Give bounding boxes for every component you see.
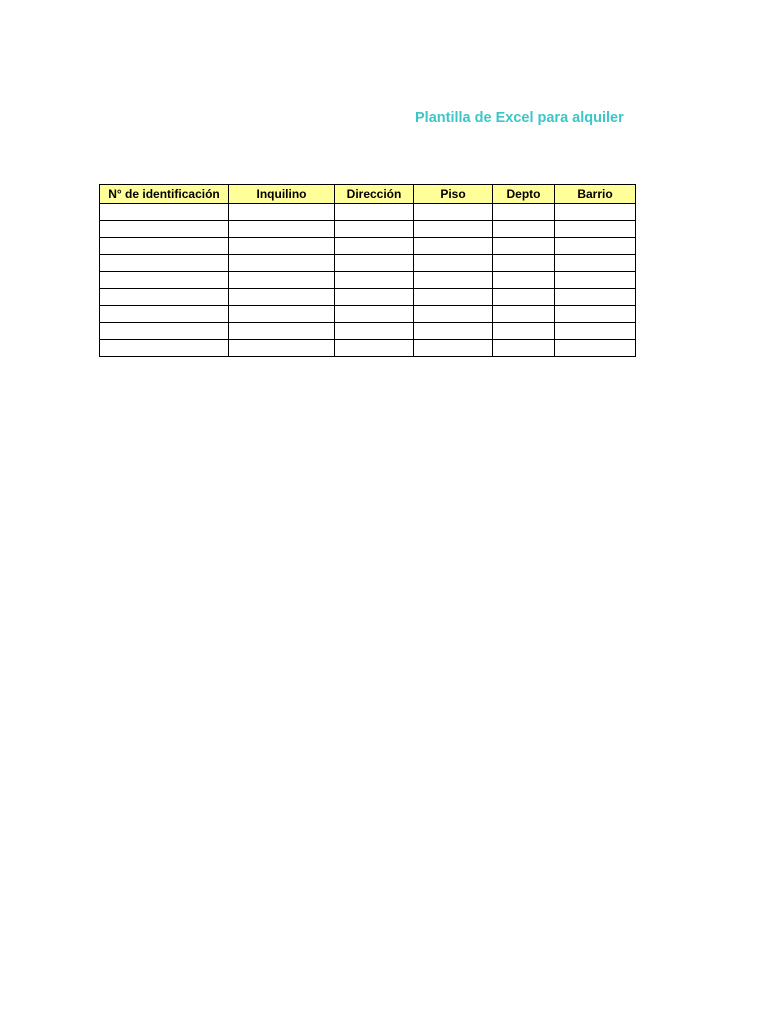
cell-neighborhood[interactable] xyxy=(555,340,636,357)
cell-floor[interactable] xyxy=(414,289,493,306)
cell-neighborhood[interactable] xyxy=(555,323,636,340)
cell-tenant[interactable] xyxy=(229,340,335,357)
header-row xyxy=(100,185,636,204)
cell-id[interactable] xyxy=(100,306,229,323)
cell-apartment[interactable] xyxy=(493,272,555,289)
cell-apartment[interactable] xyxy=(493,289,555,306)
cell-tenant[interactable] xyxy=(229,204,335,221)
header-cell-floor[interactable]: Piso xyxy=(414,185,493,204)
cell-floor[interactable] xyxy=(414,255,493,272)
cell-neighborhood[interactable] xyxy=(555,306,636,323)
cell-address[interactable] xyxy=(335,255,414,272)
table-row xyxy=(100,238,636,255)
title-container xyxy=(415,105,635,131)
cell-floor[interactable] xyxy=(414,238,493,255)
cell-apartment[interactable] xyxy=(493,238,555,255)
header-cell-apartment[interactable]: Depto xyxy=(493,185,555,204)
cell-id[interactable] xyxy=(100,255,229,272)
cell-floor[interactable] xyxy=(414,221,493,238)
cell-neighborhood[interactable] xyxy=(555,272,636,289)
table-row xyxy=(100,221,636,238)
cell-apartment[interactable] xyxy=(493,204,555,221)
cell-floor[interactable] xyxy=(414,340,493,357)
cell-floor[interactable] xyxy=(414,306,493,323)
cell-tenant[interactable] xyxy=(229,255,335,272)
cell-address[interactable] xyxy=(335,238,414,255)
cell-apartment[interactable] xyxy=(493,340,555,357)
header-cell-neighborhood[interactable]: Barrio xyxy=(555,185,636,204)
cell-address[interactable] xyxy=(335,221,414,238)
header-cell-address[interactable]: Dirección xyxy=(335,185,414,204)
cell-neighborhood[interactable] xyxy=(555,221,636,238)
cell-tenant[interactable] xyxy=(229,238,335,255)
cell-floor[interactable] xyxy=(414,204,493,221)
cell-id[interactable] xyxy=(100,289,229,306)
cell-apartment[interactable] xyxy=(493,221,555,238)
table-row xyxy=(100,255,636,272)
table-body xyxy=(100,204,636,357)
cell-apartment[interactable] xyxy=(493,255,555,272)
cell-neighborhood[interactable] xyxy=(555,289,636,306)
rental-table xyxy=(99,184,636,357)
table-row xyxy=(100,306,636,323)
cell-address[interactable] xyxy=(335,323,414,340)
table-row xyxy=(100,289,636,306)
cell-id[interactable] xyxy=(100,340,229,357)
cell-tenant[interactable] xyxy=(229,306,335,323)
table-row xyxy=(100,340,636,357)
cell-id[interactable] xyxy=(100,272,229,289)
table-row xyxy=(100,204,636,221)
cell-id[interactable] xyxy=(100,238,229,255)
header-cell-id[interactable]: N° de identificación xyxy=(100,185,229,204)
cell-address[interactable] xyxy=(335,340,414,357)
page-title: Plantilla de Excel para alquiler xyxy=(415,110,624,126)
cell-tenant[interactable] xyxy=(229,221,335,238)
table-row xyxy=(100,323,636,340)
cell-address[interactable] xyxy=(335,306,414,323)
header-cell-tenant[interactable]: Inquilino xyxy=(229,185,335,204)
cell-address[interactable] xyxy=(335,204,414,221)
table-row xyxy=(100,272,636,289)
cell-tenant[interactable] xyxy=(229,323,335,340)
cell-address[interactable] xyxy=(335,289,414,306)
cell-floor[interactable] xyxy=(414,323,493,340)
cell-apartment[interactable] xyxy=(493,306,555,323)
cell-id[interactable] xyxy=(100,221,229,238)
cell-tenant[interactable] xyxy=(229,289,335,306)
cell-address[interactable] xyxy=(335,272,414,289)
cell-floor[interactable] xyxy=(414,272,493,289)
cell-tenant[interactable] xyxy=(229,272,335,289)
cell-neighborhood[interactable] xyxy=(555,238,636,255)
cell-id[interactable] xyxy=(100,323,229,340)
cell-neighborhood[interactable] xyxy=(555,255,636,272)
cell-neighborhood[interactable] xyxy=(555,204,636,221)
cell-apartment[interactable] xyxy=(493,323,555,340)
cell-id[interactable] xyxy=(100,204,229,221)
